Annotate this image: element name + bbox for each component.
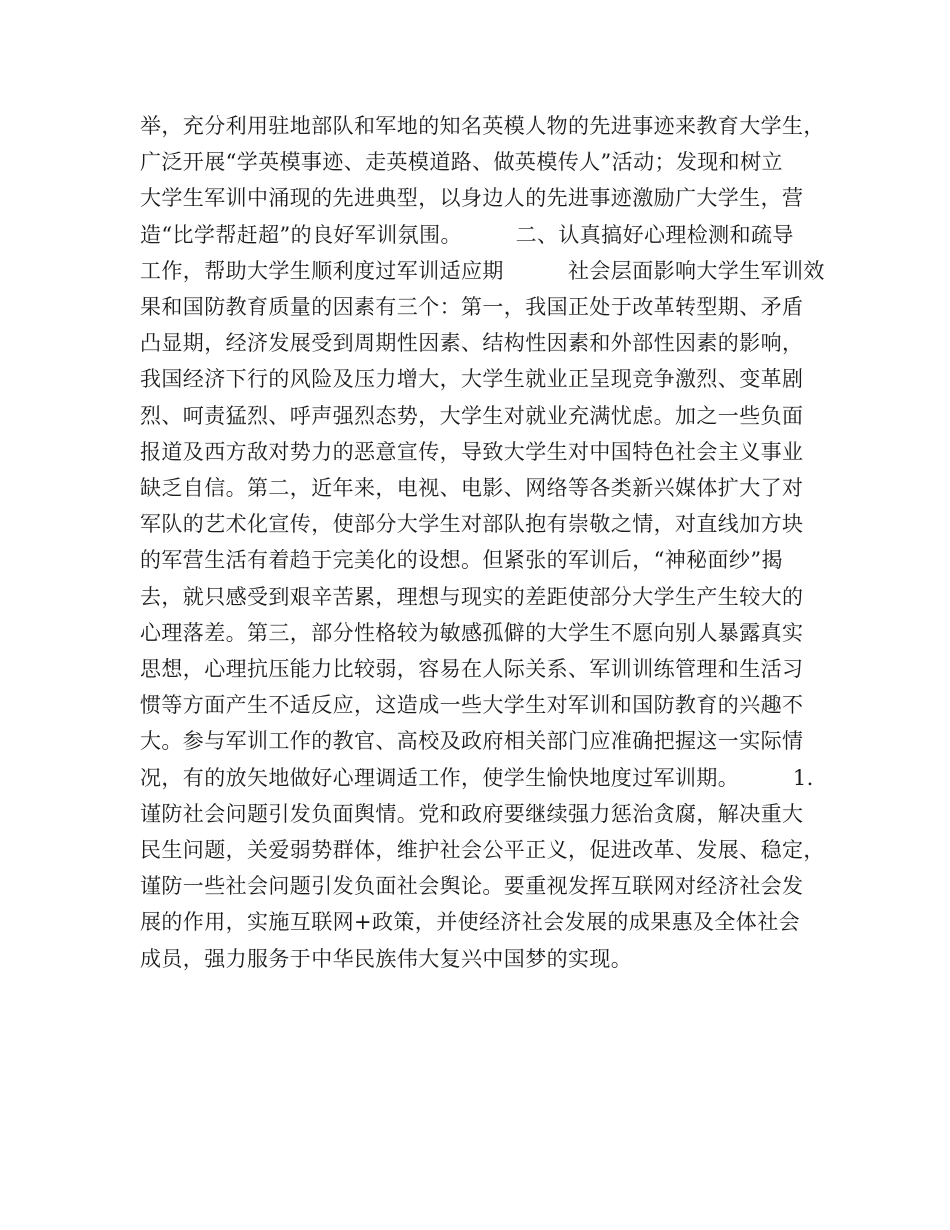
text-line: 烈、呵责猛烈、呼声强烈态势，大学生对就业充满忧虑。加之一些负面 <box>140 403 804 428</box>
body-text <box>140 108 830 977</box>
text-line: 工作，帮助大学生顺利度过军训适应期 社会层面影响大学生军训效 <box>140 258 825 283</box>
text-line: 报道及西方敌对势力的恶意宣传，导致大学生对中国特色社会主义事业 <box>140 439 804 464</box>
text-line: 况，有的放矢地做好心理调适工作，使学生愉快地度过军训期。 1. <box>140 765 814 790</box>
text-line: 军队的艺术化宣传，使部分大学生对部队抱有崇敬之情，对直线加方块 <box>140 512 804 537</box>
text-line: 惯等方面产生不适反应，这造成一些大学生对军训和国防教育的兴趣不 <box>140 693 804 718</box>
text-line: 的军营生活有着趋于完美化的设想。但紧张的军训后，“神秘面纱”揭 <box>140 548 783 573</box>
text-line: 展的作用，实施互联网+政策，并使经济社会发展的成果惠及全体社会 <box>140 910 800 935</box>
text-line: 造“比学帮赶超”的良好军训氛围。 二、认真搞好心理检测和疏导 <box>140 222 794 247</box>
text-line: 谨防社会问题引发负面舆情。党和政府要继续强力惩治贪腐，解决重大 <box>140 801 804 826</box>
text-line: 成员，强力服务于中华民族伟大复兴中国梦的实现。 <box>140 946 633 971</box>
text-line: 大学生军训中涌现的先进典型，以身边人的先进事迹激励广大学生，营 <box>140 186 804 211</box>
text-line: 凸显期，经济发展受到周期性因素、结构性因素和外部性因素的影响， <box>140 331 804 356</box>
text-line: 广泛开展“学英模事迹、走英模道路、做英模传人”活动；发现和树立 <box>140 150 783 175</box>
text-line: 缺乏自信。第二，近年来，电视、电影、网络等各类新兴媒体扩大了对 <box>140 476 804 501</box>
text-line: 民生问题，关爱弱势群体，维护社会公平正义，促进改革、发展、稳定， <box>140 838 825 863</box>
text-line: 举，充分利用驻地部队和军地的知名英模人物的先进事迹来教育大学生， <box>140 114 825 138</box>
text-line: 去，就只感受到艰辛苦累，理想与现实的差距使部分大学生产生较大的 <box>140 584 804 609</box>
text-line: 思想，心理抗压能力比较弱，容易在人际关系、军训训练管理和生活习 <box>140 657 804 682</box>
text-line: 我国经济下行的风险及压力增大，大学生就业正呈现竞争激烈、变革剧 <box>140 367 804 392</box>
text-line: 谨防一些社会问题引发负面社会舆论。要重视发挥互联网对经济社会发 <box>140 874 804 899</box>
text-line: 果和国防教育质量的因素有三个：第一，我国正处于改革转型期、矛盾 <box>140 295 804 320</box>
text-line: 大。参与军训工作的教官、高校及政府相关部门应准确把握这一实际情 <box>140 729 804 754</box>
text-line: 心理落差。第三，部分性格较为敏感孤僻的大学生不愿向别人暴露真实 <box>140 620 804 645</box>
